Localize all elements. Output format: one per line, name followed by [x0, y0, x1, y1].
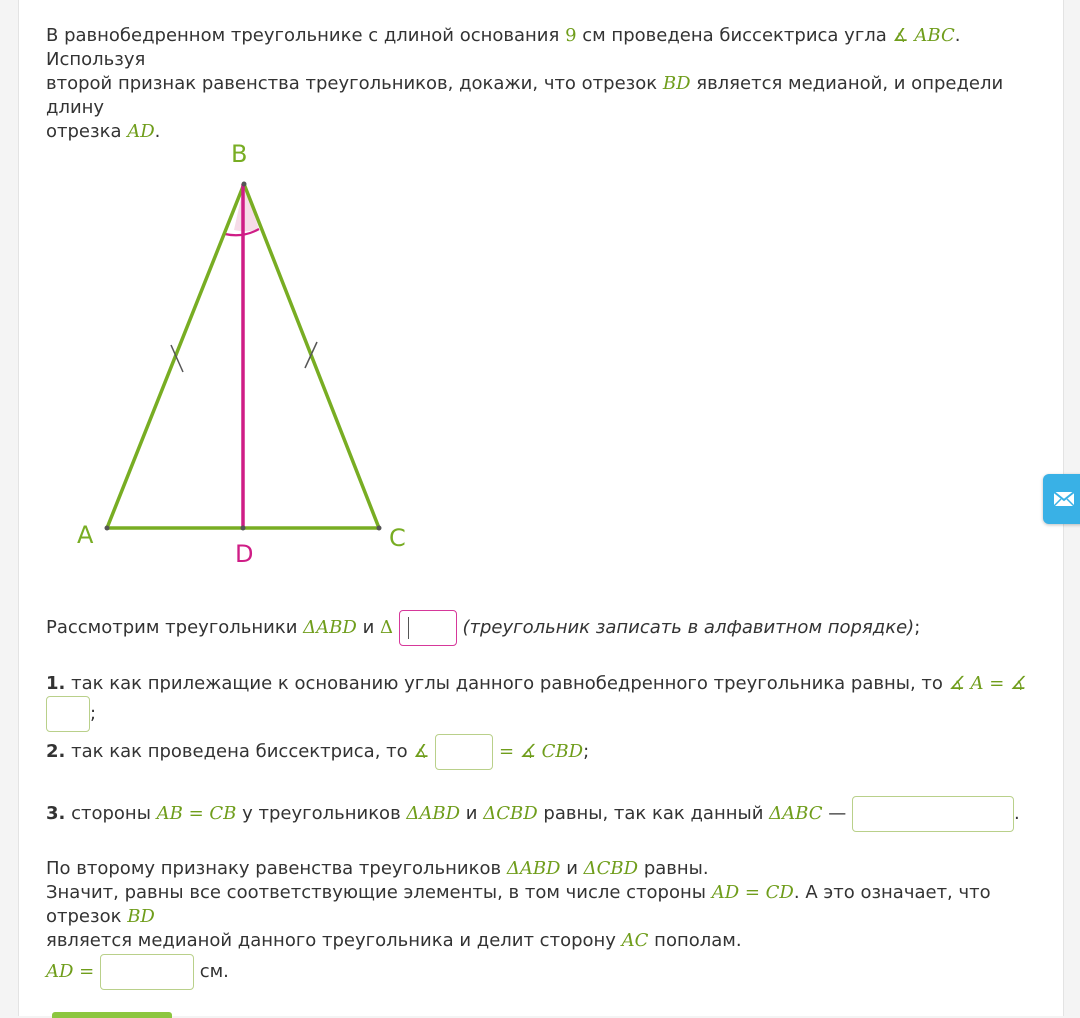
point-c [377, 526, 382, 531]
angle-input-1[interactable] [46, 696, 90, 732]
triangle-name-input[interactable] [399, 610, 457, 646]
label-a: A [77, 521, 94, 549]
point-d [241, 526, 246, 531]
side-bc [244, 184, 379, 528]
check-button-edge[interactable] [52, 1012, 172, 1018]
triangle-figure [59, 130, 439, 580]
step-1: 1. так как прилежащие к основанию углы данного равнобедренного треугольника равны, то ∡ A = ∡ ; [46, 672, 1063, 732]
feedback-button[interactable] [1043, 474, 1080, 524]
label-d: D [235, 540, 254, 568]
task-card [18, 0, 1064, 1016]
triangle-type-input[interactable] [852, 796, 1014, 832]
angle-input-2[interactable] [435, 734, 493, 770]
task-statement: В равнобедренном треугольнике с длиной основания 9 см проведена биссектриса угла ∡ ABC. Используя второй признак равенства треугольников, докажи, что отрезок BD является медианой, и определи длину отрезка AD. [46, 25, 1004, 142]
step-consider: Рассмотрим треугольники ΔABD и Δ (треугольник записать в алфавитном порядке); [46, 610, 920, 646]
answer-row: AD = см. [46, 954, 229, 990]
step-3: 3. стороны AB = CB у треугольников ΔABD и ΔCBD равны, так как данный ΔABC — . [46, 796, 1020, 832]
point-a [105, 526, 110, 531]
point-b [242, 182, 247, 187]
label-c: C [389, 524, 406, 552]
conclusion: По второму признаку равенства треугольников ΔABD и ΔCBD равны. Значит, равны все соответствующие элементы, в том числе стороны AD = CD. А это означает, что отрезок BD является медианой данного треугольника и делит сторону AC пополам. [46, 858, 991, 951]
label-b: B [231, 140, 248, 168]
ad-length-input[interactable] [100, 954, 194, 990]
step-2: 2. так как проведена биссектриса, то ∡ = ∡ CBD; [46, 734, 589, 770]
envelope-icon [1043, 474, 1080, 524]
